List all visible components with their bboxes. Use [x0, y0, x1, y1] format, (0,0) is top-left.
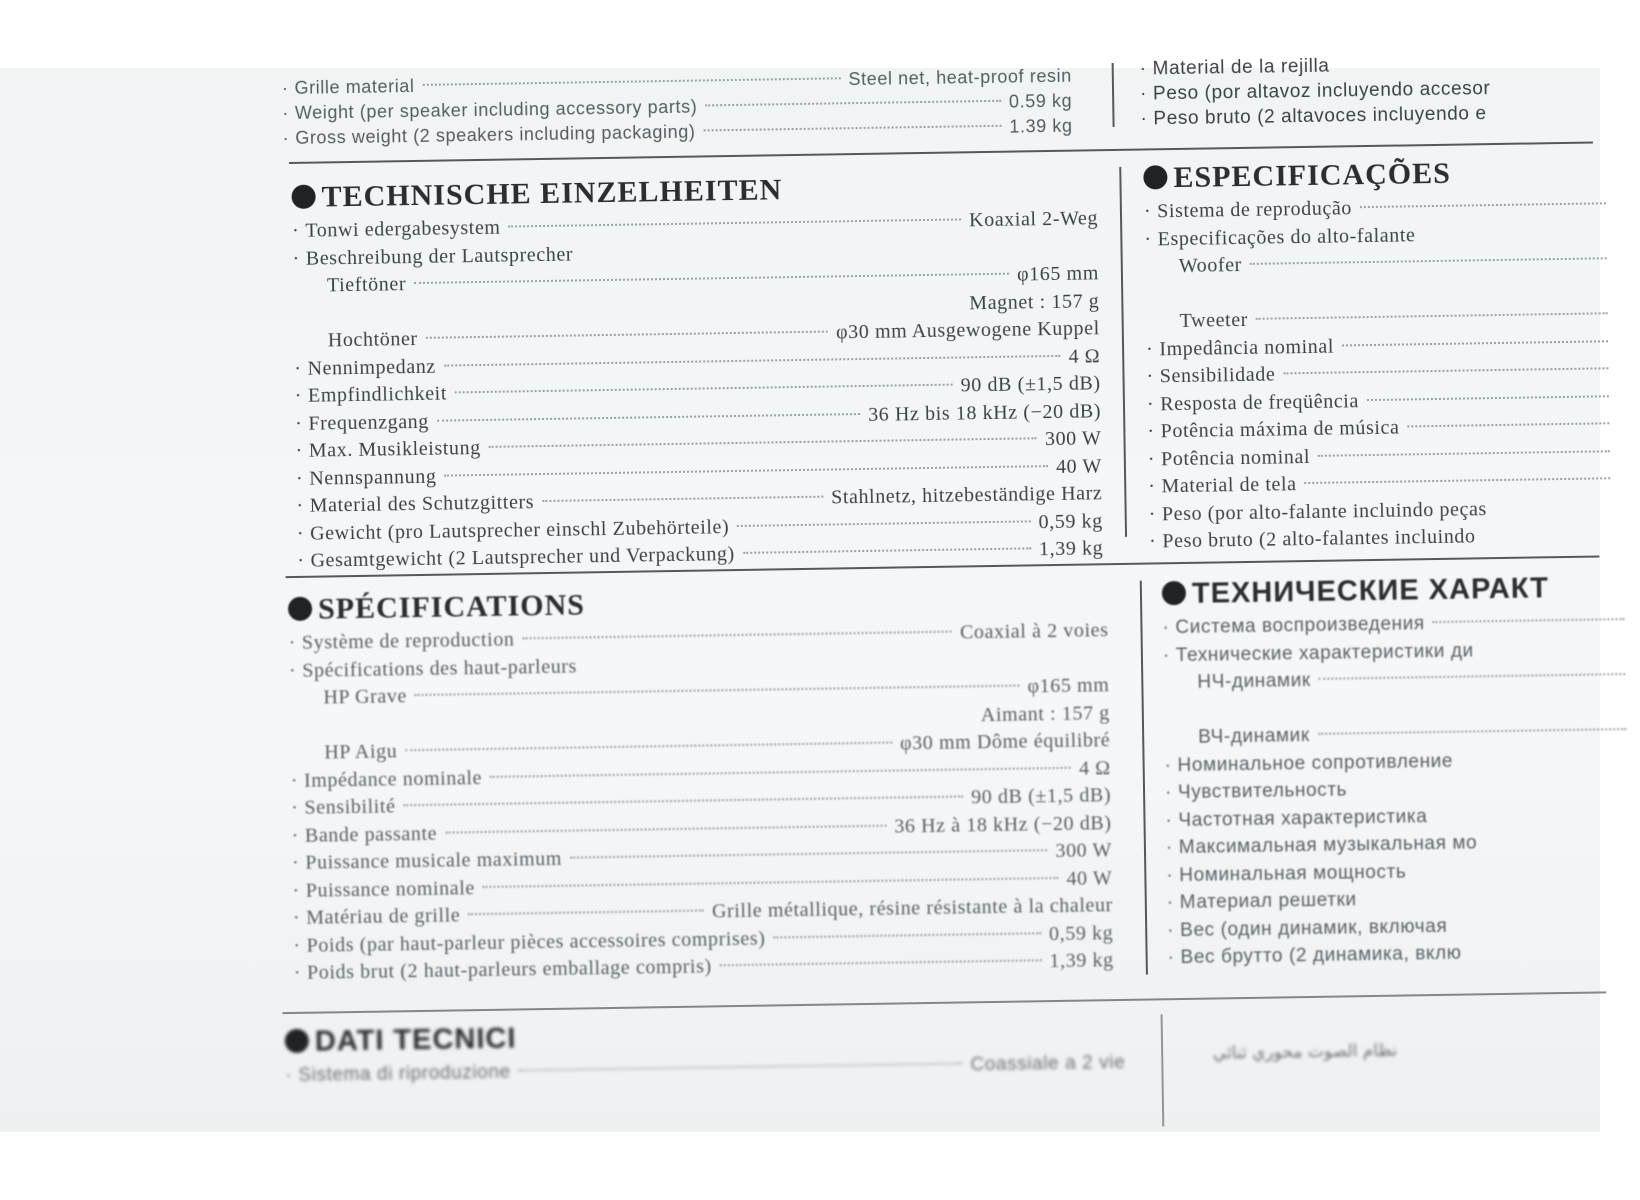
dot-leader: [1360, 202, 1606, 208]
spec-label: Peso bruto (2 alto-falantes incluindo: [1162, 525, 1476, 553]
spec-label: Especificações do alto-falante: [1157, 223, 1416, 250]
dot-leader: [720, 959, 1042, 966]
dot-leader: [1407, 422, 1609, 427]
spec-label: Material de tela: [1161, 473, 1297, 498]
spec-value: φ165 mm: [1027, 674, 1110, 698]
spec-value: Koaxial 2-Weg: [968, 207, 1099, 232]
spec-row: · Grille material Steel net, heat-proof resin: [281, 65, 1072, 99]
spec-label: Sistema de reprodução: [1157, 197, 1353, 223]
spec-value: 4 Ω: [1078, 756, 1111, 780]
spec-label: Максимальная музыкальная мо: [1178, 832, 1478, 859]
spec-label: Material des Schutzgitters: [309, 491, 535, 517]
dot-leader: [1318, 450, 1610, 457]
italian-spec-block: DATI TECNICI · Sistema di riproduzione Coassiale a 2 vie: [285, 1009, 1126, 1090]
spec-value: φ30 mm Dôme équilibré: [899, 729, 1111, 755]
column-divider: [1140, 581, 1148, 975]
dot-leader: [489, 437, 1037, 448]
russian-spec-block: ТЕХНИЧЕСКИЕ ХАРАКТ · Система воспроизведения · Технические характеристики ди НЧ-динамик ВЧ-динамик · Номинальное сопротивление · Чувствительность · Частотная характеристика · Максимальная музыкальная мо · Номинальная мощность · Материал решетки · Вес (один динамик, включая · Вес брутто (2 динамика, вклю: [1162, 567, 1638, 972]
portuguese-spec-block: ESPECIFICAÇÕES · Sistema de reprodução · Especificações do alto-falante Woofer Tweeter · Impedância nominal · Sensibilidade · Resposta de freqüência · Potência máxima de música · Potência nominal · Material de tela · Peso (por alto-falante incluindo peças · Peso bruto (2 alto-falantes incluindo: [1143, 151, 1619, 556]
bullet-dot-icon: [291, 185, 315, 209]
spec-value: 300 W: [1055, 839, 1113, 863]
column-divider: [1112, 63, 1115, 127]
spec-value: Aimant : 157 g: [980, 701, 1110, 726]
spec-label: HP Grave: [323, 685, 408, 709]
dot-leader: [542, 496, 823, 502]
spec-label: ВЧ-динамик: [1198, 725, 1310, 748]
arabic-text: نظام الصوت محوري ثنائي: [1212, 1040, 1398, 1064]
arabic-spec-block: [1197, 1041, 1397, 1064]
section-heading: SPÉCIFICATIONS: [288, 577, 1109, 630]
spec-value: Grille métallique, résine résistante à la chaleur: [711, 894, 1114, 923]
dot-leader: [773, 932, 1041, 938]
dot-leader: [403, 795, 963, 806]
dot-leader: [1318, 728, 1626, 735]
section-heading: ESPECIFICAÇÕES: [1143, 151, 1614, 198]
spec-label: Puissance musicale maximum: [305, 847, 563, 874]
dot-leader: [703, 125, 1001, 132]
dot-leader: [490, 766, 1071, 777]
section-heading: ТЕХНИЧЕСКИЕ ХАРАКТ: [1162, 567, 1633, 614]
german-spec-block: TECHNISCHE EINZELHEITEN · Tonwi edergabesystem Koaxial 2-Weg · Beschreibung der Lautsprecher Tieftöner φ165 mm Magnet : 157 g Hochtöner φ30 mm Ausgewogene Kuppel · Nennimpedanz 4 Ω · Empfindlichkeit 90 dB (±1,5 dB) · Frequenzgang 36 Hz bis 18 kHz (−20 dB) · Max. Musikleistung 300 W · Nennspannung 40 W · Material des Schutzgitters Stahlnetz, hitzebeständige Harz · Gewicht (pro Lautsprecher einschl Zubehörteile) 0,59 kg · Gesamtgewicht (2 Lautsprecher und Verpackung) 1,39 kg: [291, 165, 1103, 575]
dot-leader: [444, 465, 1048, 476]
spec-label: Potência nominal: [1160, 445, 1311, 470]
spec-row: · Material de la rejilla: [1139, 55, 1330, 80]
spec-label: Poids brut (2 haut-parleurs emballage compris): [306, 955, 712, 984]
dot-leader: [737, 520, 1030, 527]
spec-label: Système de reproduction: [301, 628, 515, 654]
spec-label: Beschreibung der Lautsprecher: [305, 243, 574, 270]
spec-value: 4 Ω: [1068, 344, 1101, 368]
spec-row: · Peso bruto (2 altavoces incluyendo e: [1140, 103, 1487, 130]
dot-leader: [705, 100, 1001, 107]
spec-row: · Peso (por altavoz incluyendo accesor: [1139, 78, 1491, 105]
spec-value: Coassiale a 2 vie: [970, 1051, 1126, 1076]
spec-value: φ165 mm: [1016, 262, 1100, 286]
spec-value: Coaxial à 2 voies: [959, 619, 1109, 644]
dot-leader: [468, 910, 704, 916]
spec-value: 40 W: [1055, 454, 1103, 478]
dot-leader: [437, 413, 860, 422]
dot-leader: [483, 876, 1059, 887]
dot-leader: [1319, 673, 1626, 680]
spec-value: 0.59 kg: [1008, 90, 1073, 112]
bullet-dot-icon: [1162, 581, 1186, 605]
dot-leader: [1256, 312, 1608, 320]
dot-leader: [405, 742, 892, 752]
spec-label: Вес брутто (2 динамика, вклю: [1180, 942, 1462, 969]
dot-leader: [444, 354, 1061, 366]
spec-label: Weight (per speaker including accessory parts): [294, 96, 698, 123]
dot-leader: [445, 824, 886, 833]
spec-label: Woofer: [1178, 254, 1243, 278]
spec-label: Spécifications des haut-parleurs: [302, 655, 578, 682]
column-divider: [1119, 167, 1127, 537]
dot-leader: [1305, 477, 1611, 484]
english-spec-block: [282, 64, 1073, 151]
spec-label: Gesamtgewicht (2 Lautsprecher und Verpackung): [310, 543, 735, 572]
spec-label: Номинальная мощность: [1179, 861, 1407, 886]
spec-row: · Gross weight (2 speakers including packaging) 1.39 kg: [282, 115, 1073, 149]
spec-label: Poids (par haut-parleur pièces accessoires comprises): [306, 927, 766, 957]
spec-label: Impédance nominale: [303, 766, 483, 792]
spanish-spec-block: [1140, 49, 1601, 131]
spec-label: Tieftöner: [326, 273, 407, 297]
dot-leader: [1250, 257, 1607, 265]
spec-label: Частотная характеристика: [1178, 805, 1428, 831]
spec-value: 36 Hz à 18 kHz (−20 dB): [894, 811, 1112, 838]
dot-leader: [1433, 618, 1625, 623]
dot-leader: [522, 631, 952, 640]
spec-label: Peso (por alto-falante incluindo peças: [1161, 497, 1488, 525]
spec-label: Material de la rejilla: [1152, 55, 1330, 80]
bullet-dot-icon: [1143, 165, 1167, 189]
spec-label: Empfindlichkeit: [307, 382, 448, 407]
spec-label: Potência máxima de música: [1160, 416, 1400, 443]
spec-value: 0,59 kg: [1048, 921, 1114, 945]
dot-leader: [1283, 367, 1608, 374]
dot-leader: [415, 685, 1020, 696]
spec-label: Hochtöner: [327, 327, 418, 352]
spec-label: Номинальное сопротивление: [1177, 750, 1454, 776]
spec-row: · Weight (per speaker including accessory parts) 0.59 kg: [282, 90, 1073, 124]
spec-label: Материал решетки: [1179, 889, 1357, 914]
spec-label: Gross weight (2 speakers including packaging): [295, 121, 696, 148]
dot-leader: [414, 273, 1009, 284]
section-heading: TECHNISCHE EINZELHEITEN: [291, 165, 1098, 218]
spec-label: Grille material: [294, 75, 415, 98]
section-divider: [282, 991, 1606, 1014]
spec-label: Sistema di riproduzione: [298, 1061, 511, 1086]
dot-leader: [1342, 340, 1608, 346]
dot-leader: [422, 77, 840, 86]
section-heading: DATI TECNICI: [285, 1009, 1126, 1062]
spec-label: Impedância nominal: [1159, 335, 1335, 360]
dot-leader: [426, 331, 828, 339]
spec-label: Matériau de grille: [306, 904, 461, 929]
spec-value: 90 dB (±1,5 dB): [970, 784, 1112, 809]
french-spec-block: SPÉCIFICATIONS · Système de reproduction Coaxial à 2 voies · Spécifications des haut-parleurs HP Grave φ165 mm Aimant : 157 g HP Aigu φ30 mm Dôme équilibré · Impédance nominale 4 Ω · Sensibilité 90 dB (±1,5 dB) · Bande passante 36 Hz à 18 kHz (−20 dB) · Puissance musicale maximum 300 W · Puissance nominale 40 W · Matériau de grille Grille métallique, résine résistante à la chaleur · Poids (par haut-parleur pièces accessoires comprises) 0,59 kg · Poids brut (2 haut-parleurs emballage compris) 1,39 kg: [288, 577, 1114, 987]
spec-label: Nennimpedanz: [307, 355, 436, 380]
spec-value: Steel net, heat-proof resin: [848, 65, 1072, 90]
spec-value: Magnet : 157 g: [969, 289, 1100, 314]
dot-leader: [519, 1063, 963, 1072]
spec-value: 36 Hz bis 18 kHz (−20 dB): [867, 399, 1102, 426]
dot-leader: [743, 547, 1031, 554]
spec-sheet: [0, 55, 1608, 1144]
spec-label: Bande passante: [304, 822, 438, 847]
spec-value: 1,39 kg: [1049, 949, 1114, 973]
spec-label: Frequenzgang: [308, 410, 430, 435]
spec-label: Tweeter: [1179, 308, 1249, 333]
spec-label: Вес (один динамик, включая: [1180, 915, 1448, 941]
spec-value: 0,59 kg: [1038, 509, 1103, 533]
dot-leader: [1367, 395, 1609, 401]
spec-value: 90 dB (±1,5 dB): [960, 372, 1101, 397]
spec-value: 40 W: [1066, 866, 1113, 890]
spec-label: Система воспроизведения: [1175, 613, 1425, 639]
spec-label: Чувствительность: [1177, 779, 1348, 804]
dot-leader: [570, 849, 1048, 859]
spec-value: Stahlnetz, hitzebeständige Harz: [830, 482, 1103, 509]
spec-label: Max. Musikleistung: [308, 436, 481, 462]
spec-label: Peso (por altavoz incluyendo accesor: [1152, 78, 1491, 105]
spec-label: Gewicht (pro Lautsprecher einschl Zubehörteile): [309, 515, 730, 545]
spec-label: Nennspannung: [309, 465, 437, 490]
spec-label: HP Aigu: [324, 740, 398, 764]
spec-label: Peso bruto (2 altavoces incluyendo e: [1153, 103, 1487, 130]
spec-label: Puissance nominale: [305, 876, 476, 902]
spec-label: Sensibilidade: [1159, 363, 1276, 388]
spec-label: Resposta de freqüência: [1160, 389, 1360, 415]
photo-area: [0, 55, 1600, 1132]
dot-leader: [509, 218, 962, 227]
spec-value: 300 W: [1044, 427, 1102, 451]
column-divider: [1161, 1014, 1165, 1126]
bullet-dot-icon: [285, 1029, 309, 1053]
spec-label: Tonwi edergabesystem: [305, 216, 501, 242]
spec-value: 1,39 kg: [1038, 537, 1104, 561]
spec-value: 1.39 kg: [1009, 115, 1073, 137]
spec-label: Sensibilité: [304, 795, 396, 819]
bullet-dot-icon: [288, 597, 312, 621]
spec-value: φ30 mm Ausgewogene Kuppel: [835, 317, 1100, 344]
dot-leader: [455, 384, 953, 394]
spec-label: Технические характеристики ди: [1175, 639, 1474, 666]
spec-label: НЧ-динамик: [1197, 669, 1311, 693]
